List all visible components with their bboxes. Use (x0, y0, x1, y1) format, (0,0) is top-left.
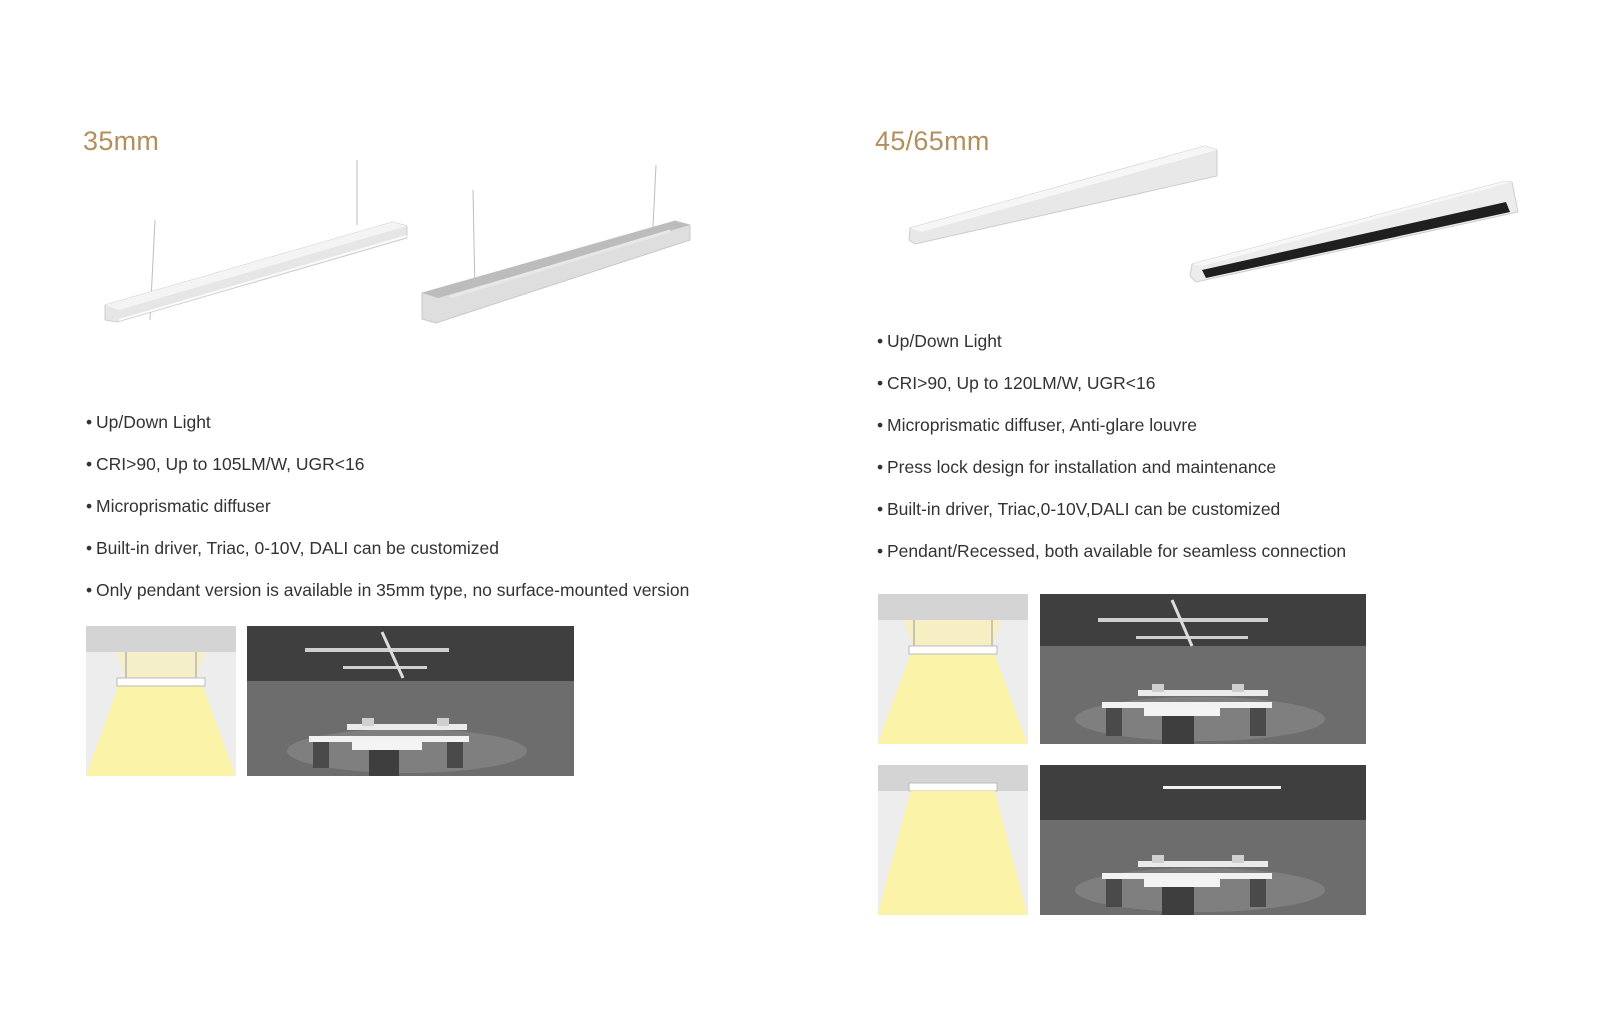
feature-item: • Built-in driver, Triac, 0-10V, DALI can be customized (86, 538, 500, 558)
feature-item: • Microprismatic diffuser, Anti-glare louvre (877, 415, 1197, 435)
feature-item: • Microprismatic diffuser (86, 496, 271, 516)
feature-item: • Only pendant version is available in 35mm type, no surface-mounted version (86, 580, 690, 600)
feature-item: • Up/Down Light (86, 412, 211, 432)
pendant-luminaire-open-image (420, 165, 700, 335)
feature-item: • CRI>90, Up to 105LM/W, UGR<16 (86, 454, 365, 474)
linear-luminaire-image (905, 140, 1220, 250)
section-title-35mm: 35mm (83, 126, 160, 156)
feature-item: • CRI>90, Up to 120LM/W, UGR<16 (877, 373, 1156, 393)
feature-item: • Pendant/Recessed, both available for seamless connection (877, 541, 1347, 561)
office-scene-render (247, 626, 574, 776)
feature-list-35mm (86, 412, 689, 622)
office-scene-render (1040, 594, 1366, 744)
recessed-linear-luminaire-image (1188, 178, 1523, 288)
light-distribution-diagram (878, 594, 1028, 744)
light-distribution-diagram-recessed (878, 765, 1028, 915)
feature-list-45-65mm (877, 331, 1346, 583)
light-distribution-diagram (86, 626, 236, 776)
feature-item: • Built-in driver, Triac,0-10V,DALI can be customized (877, 499, 1281, 519)
office-scene-render-recessed (1040, 765, 1366, 915)
feature-item: • Up/Down Light (877, 331, 1002, 351)
feature-item: • Press lock design for installation and maintenance (877, 457, 1277, 477)
pendant-luminaire-image (95, 160, 415, 335)
section-title-45-65mm: 45/65mm (875, 126, 990, 156)
